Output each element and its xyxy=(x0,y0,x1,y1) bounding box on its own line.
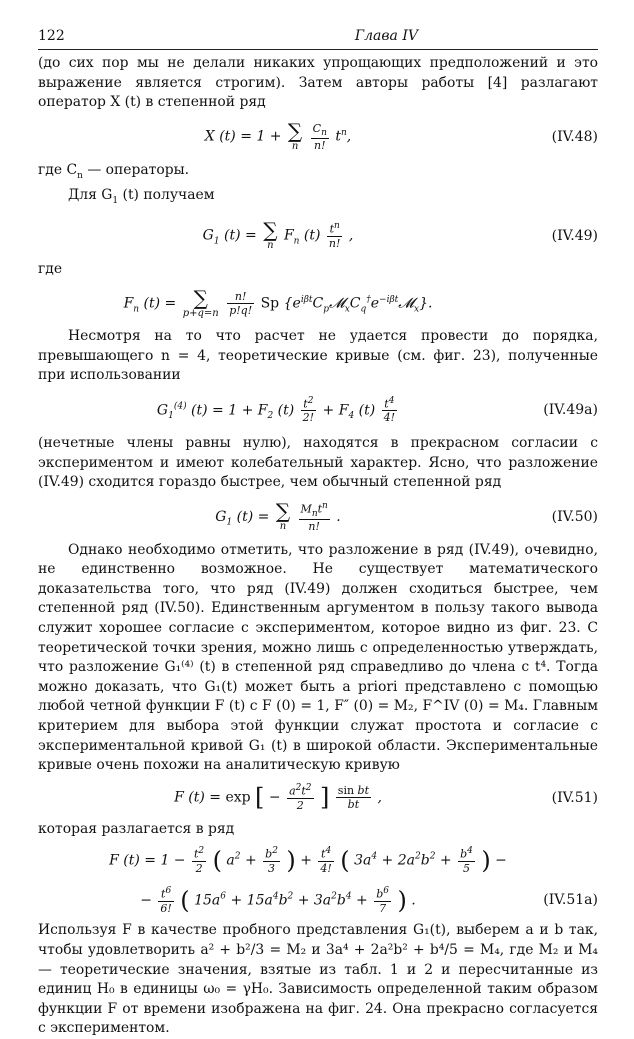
equation-formula: $G_1$ (t) = ∑ n $\frac{M_nt^n}{n!}$ . xyxy=(215,499,341,533)
paragraph-2: где $C_n$ — операторы. xyxy=(38,161,190,181)
equation-iv49 xyxy=(38,214,598,258)
equation-formula: F (t) = exp [ − $\frac{a^2t^2}{2}$ ] $\frac{\text{sin bt}}{bt}$ , xyxy=(174,783,382,813)
equation-formula: − $\frac{t^6}{6!}$ ( $15a^6 + 15a^4b^2 + 3a^2b^4$ + $\frac{b^6}{7}$ ) . xyxy=(140,886,416,915)
paragraph-9: Используя F в качестве пробного представления G₁(t), выберем a и b так, чтобы удовлетворить a² + b²/3 = M₂ и 3a⁴ + 2a²b² + b⁴/5 = M₄, где M₂ и M₄ — теоретические значения, взятые из табл. 1 и 2 и пересчитанные из единиц H₀ в единицы ω₀ = γH₀. Зависимость определенной таким образом функции F от времени изображена на фиг. 24. Она прекрасно согласуется с экспериментом. xyxy=(38,922,598,1037)
paragraph-6: (нечетные члены равны нулю), находятся в прекрасном согласии с экспериментом и имеют колебательный характер. Ясно, что разложение (IV.49) сходится гораздо быстрее, чем обычный степенной ряд xyxy=(38,434,598,491)
paragraph-1: (до сих пор мы не делали никаких упрощающих предположений и это выражение является строгим). Затем авторы работы [4] разлагают оператор X (t) в степенной ряд xyxy=(38,55,598,111)
page-header xyxy=(38,28,598,50)
equation-number: (IV.49a) xyxy=(543,401,598,418)
equation-formula: F (t) = 1 − $\frac{t^2}{2}$ ( $a^2$ + $\frac{b^2}{3}$ ) + $\frac{t^4}{4!}$ ( $3a^4 + 2a^2b^2$ + $\frac{b^4}{5}$ ) − xyxy=(109,846,507,875)
paragraph-3: Для $G_1$ (t) получаем xyxy=(68,187,215,206)
equation-number: (IV.49) xyxy=(551,227,598,244)
equation-number: (IV.51) xyxy=(551,789,598,806)
equation-iv48 xyxy=(38,115,598,159)
chapter-title: Глава IV xyxy=(354,28,418,44)
paragraph-5: Несмотря на то что расчет не удается провести до порядка, превышающего n = 4, теоретические кривые (см. фиг. 23), полученные при использовании xyxy=(38,328,598,384)
equation-number: (IV.50) xyxy=(551,508,598,525)
paragraph-7: Однако необходимо отметить, что разложение в ряд (IV.49), очевидно, не единственно возможное. Не существует математического доказательства того, что ряд (IV.49) должен сходиться быстрее, чем степенной ряд (IV.50). Единственным аргументом в пользу такого вывода служит хорошее согласие с экспериментом, которое видно из фиг. 23. С теоретической точки зрения, можно лишь с определенностью утверждать, что разложение G₁⁽⁴⁾ (t) в степенной ряд справедливо до члена с t⁴. Тогда можно доказать, что G₁(t) может быть a priori представлено с помощью любой четной функции F (t) с F (0) = 1, F″ (0) = M₂, F^IV (0) = M₄. Главным критерием для выбора этой функции служат простота и согласие с экспериментальной кривой G₁ (t) в широкой области. Экспериментальные кривые очень похожи на аналитическую кривую xyxy=(38,541,598,774)
paragraph-8: которая разлагается в ряд xyxy=(38,820,235,837)
paragraph-4: где xyxy=(38,260,63,277)
equation-formula: X (t) = 1 + ∑ n $\frac{C_n}{n!}$ $t^n$, xyxy=(204,119,352,153)
page xyxy=(38,28,598,1039)
equation-iv49a xyxy=(38,388,598,432)
equation-fn xyxy=(38,281,598,325)
equation-formula: $G_1^{(4)}$ $(t) = 1 + F_2$ (t) $\frac{t^2}{2!}$ + $F_4$ (t) $\frac{t^4}{4!}$ xyxy=(156,395,396,425)
equation-iv50 xyxy=(38,495,598,539)
page-number: 122 xyxy=(38,28,65,44)
equation-iv51a-line1 xyxy=(38,841,598,879)
equation-number: (IV.51a) xyxy=(543,892,598,909)
equation-iv51a-line2 xyxy=(38,881,598,919)
equation-iv51 xyxy=(38,778,598,818)
equation-formula: $G_1$ (t) = ∑ n $F_n$ (t) $\frac{t^n}{n!}$ , xyxy=(202,218,354,252)
equation-formula: $F_n$ (t) = ∑ p+q=n $\frac{n!}{p!q!}$ Sp $\{e^{i\beta t}C_p𝓜_xC_q^\dagger e^{-i\beta t}𝓜_x\}$. xyxy=(123,285,433,319)
equation-number: (IV.48) xyxy=(551,128,598,145)
